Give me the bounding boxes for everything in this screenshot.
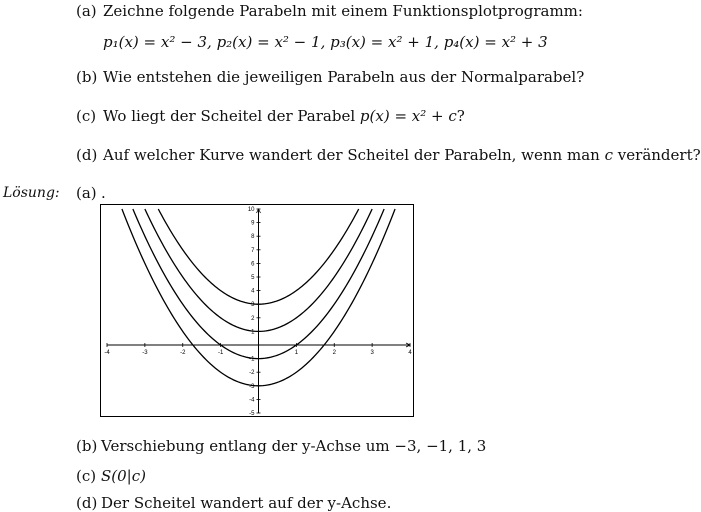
parabola-chart (100, 204, 414, 417)
solution-d-label: (d) (76, 494, 98, 512)
x-tick-label: -4 (104, 350, 110, 356)
functions-line (103, 33, 548, 51)
solution-b-text: Verschiebung entlang der y-Achse um −3, −1, 1, 3 (101, 437, 487, 455)
x-tick-label: 4 (408, 350, 412, 356)
y-tick-label: 7 (251, 247, 255, 254)
x-tick-label: -3 (142, 350, 148, 356)
y-tick-label: 3 (251, 302, 255, 309)
task-c-text-before: Wo liegt der Scheitel der Parabel (103, 107, 356, 125)
y-tick-label: 1 (251, 329, 255, 336)
x-tick-label: 1 (294, 350, 299, 356)
solution-c-text: S(0|c) (101, 467, 146, 485)
function-p4: p₄(x) = x² + 3 (443, 33, 548, 51)
task-c-formula: p(x) = x² + c (359, 107, 457, 125)
task-d-var: c (604, 146, 614, 164)
y-tick-label: -1 (249, 356, 255, 363)
task-d-text-before: Auf welcher Kurve wandert der Scheitel der Parabeln, wenn man (103, 146, 600, 164)
x-tick-label: 2 (332, 350, 336, 356)
task-b-text: Wie entstehen die jeweiligen Parabeln aus der Normalparabel? (103, 68, 585, 86)
y-tick-label: -2 (249, 370, 255, 377)
function-p2: p₂(x) = x² − 1, (216, 33, 326, 51)
task-a-label: (a) (76, 2, 97, 20)
solution-heading: Lösung: (3, 185, 60, 201)
solution-b-label: (b) (76, 437, 98, 455)
function-p3: p₃(x) = x² + 1, (330, 33, 439, 51)
y-tick-label: 2 (251, 315, 255, 322)
y-tick-label: -4 (249, 397, 255, 404)
task-c-label: (c) (76, 107, 97, 125)
task-d-label: (d) (76, 146, 98, 164)
y-tick-label: 8 (251, 234, 255, 241)
task-a-text: Zeichne folgende Parabeln mit einem Funktionsplotprogramm: (103, 2, 583, 20)
y-tick-label: 6 (251, 261, 255, 268)
y-tick-label: 4 (251, 288, 255, 295)
task-d-text-after: verändert? (617, 146, 701, 164)
y-tick-label: 5 (251, 275, 255, 281)
function-p1: p₁(x) = x² − 3, (103, 33, 212, 51)
solution-a-label: (a) (76, 184, 97, 202)
x-tick-label: -1 (217, 350, 224, 356)
task-b-label: (b) (76, 68, 98, 86)
y-tick-label: 10 (247, 207, 255, 213)
solution-d-text: Der Scheitel wandert auf der y-Achse. (101, 494, 392, 512)
task-d-text (103, 146, 701, 164)
task-c-text (103, 107, 465, 125)
x-tick-label: 3 (370, 350, 374, 356)
y-tick-label: -5 (249, 411, 255, 417)
solution-a-text: . (101, 184, 106, 202)
x-tick-label: -2 (180, 350, 186, 356)
y-tick-label: 9 (251, 220, 255, 227)
task-c-text-after: ? (456, 107, 465, 125)
y-tick-label: -3 (249, 383, 255, 390)
solution-c-label: (c) (76, 467, 97, 485)
